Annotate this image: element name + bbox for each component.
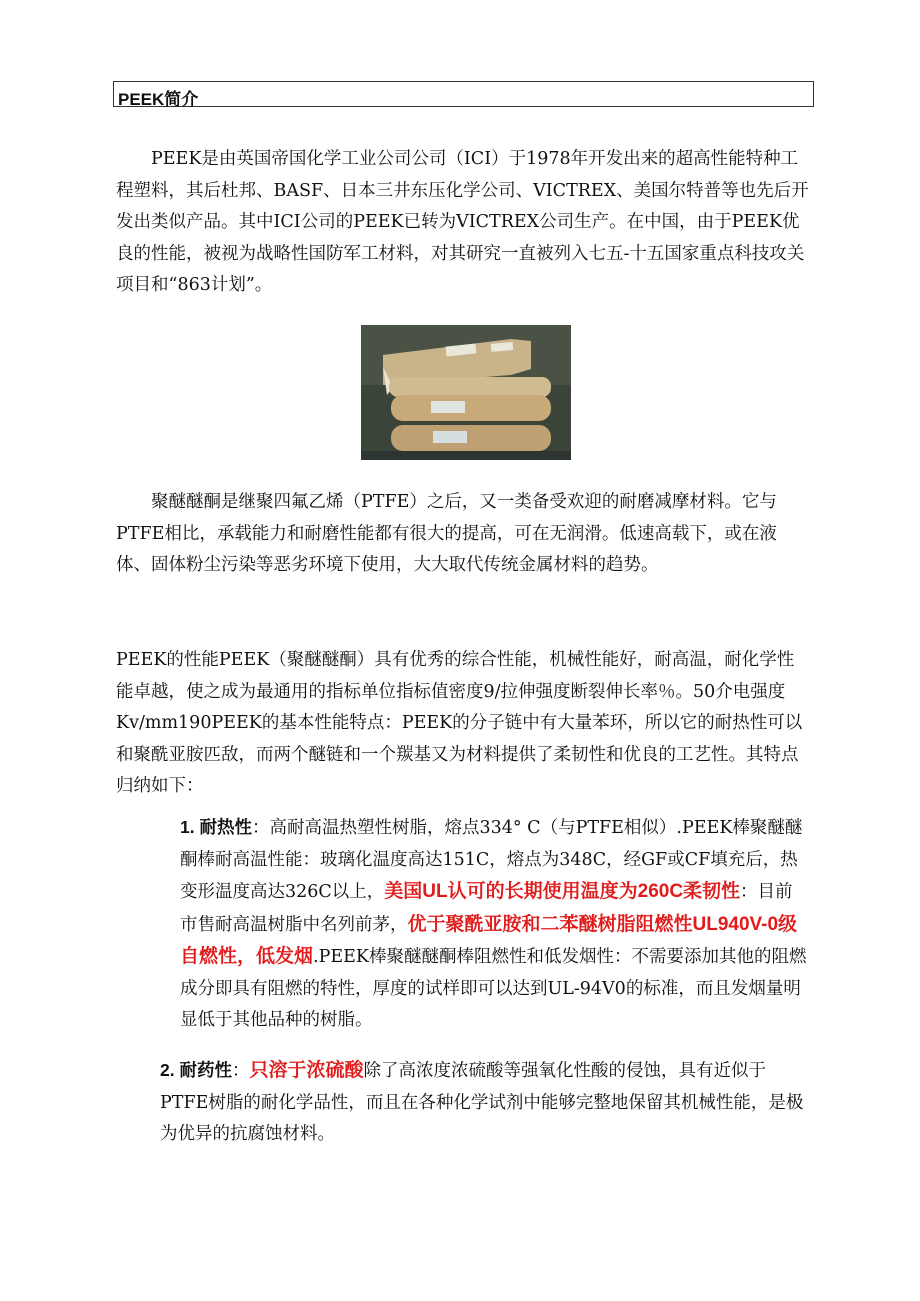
item-2-colon: ：	[231, 1061, 250, 1081]
section-heading: PEEK简介	[118, 90, 199, 109]
item-1-highlight-b: 优于聚酰亚胺和二苯醚树脂阻燃性UL940V-0级自燃性，低发烟	[180, 913, 798, 967]
heat-resistance-item	[180, 812, 810, 1037]
item-1-text-c: .PEEK棒聚醚醚酮棒阻燃性和低发烟性：不需要添加其他的阻燃成分即具有阻燃的特性，厚度的试样即可以达到UL-94V0的标准，而且发烟量明显低于其他品种的树脂。	[180, 947, 807, 1030]
item-2-highlight: 只溶于浓硫酸	[249, 1060, 364, 1081]
peek-rods-photo	[361, 325, 571, 460]
chemical-resistance-item	[160, 1055, 810, 1151]
item-1-text-a: ：高耐高温热塑性树脂，熔点334° C（与PTFE相似）.PEEK棒聚醚醚酮棒耐高温性能：玻璃化温度高达151C，熔点为348C，经GF或CF填充后，热变形温度高达326C以上，	[180, 818, 803, 902]
properties-paragraph: PEEK的性能PEEK（聚醚醚酮）具有优秀的综合性能，机械性能好，耐高温，耐化学性能卓越，使之成为最通用的指标单位指标值密度9/拉伸强度断裂伸长率％。50介电强度Kv/mm190PEEK的基本性能特点：PEEK的分子链中有大量苯环，所以它的耐热性可以和聚酰亚胺匹敌，而两个醚链和一个羰基又为材料提供了柔韧性和优良的工艺性。其特点归纳如下：	[116, 650, 803, 796]
photo-illustration	[361, 325, 571, 460]
item-2-title: 2. 耐药性	[160, 1060, 232, 1080]
item-2-text: 除了高浓度浓硫酸等强氧化性酸的侵蚀，具有近似于PTFE树脂的耐化学品性，而且在各种化学试剂中能够完整地保留其机械性能，是极为优异的抗腐蚀材料。	[160, 1061, 804, 1144]
item-1-highlight-a: 美国UL认可的长期使用温度为260C柔韧性	[384, 881, 741, 902]
intro-paragraph: PEEK是由英国帝国化学工业公司公司（ICI）于1978年开发出来的超高性能特种工程塑料，其后杜邦、BASF、日本三井东压化学公司、VICTREX、美国尔特普等也先后开发出类似产品。其中ICI公司的PEEK已转为VICTREX公司生产。在中国，由于PEEK优良的性能，被视为战略性国防军工材料，对其研究一直被列入七五-十五国家重点科技攻关项目和“863计划”。	[116, 149, 809, 295]
section-heading-box	[113, 81, 814, 107]
comparison-paragraph: 聚醚醚酮是继聚四氟乙烯（PTFE）之后，又一类备受欢迎的耐磨减摩材料。它与PTFE相比，承载能力和耐磨性能都有很大的提高，可在无润滑。低速高载下，或在液体、固体粉尘污染等恶劣环境下使用，大大取代传统金属材料的趋势。	[116, 492, 777, 575]
item-1-text-b: ：目前市售耐高温树脂中名列前茅，	[180, 882, 793, 935]
item-1-title: 1. 耐热性	[180, 817, 252, 837]
